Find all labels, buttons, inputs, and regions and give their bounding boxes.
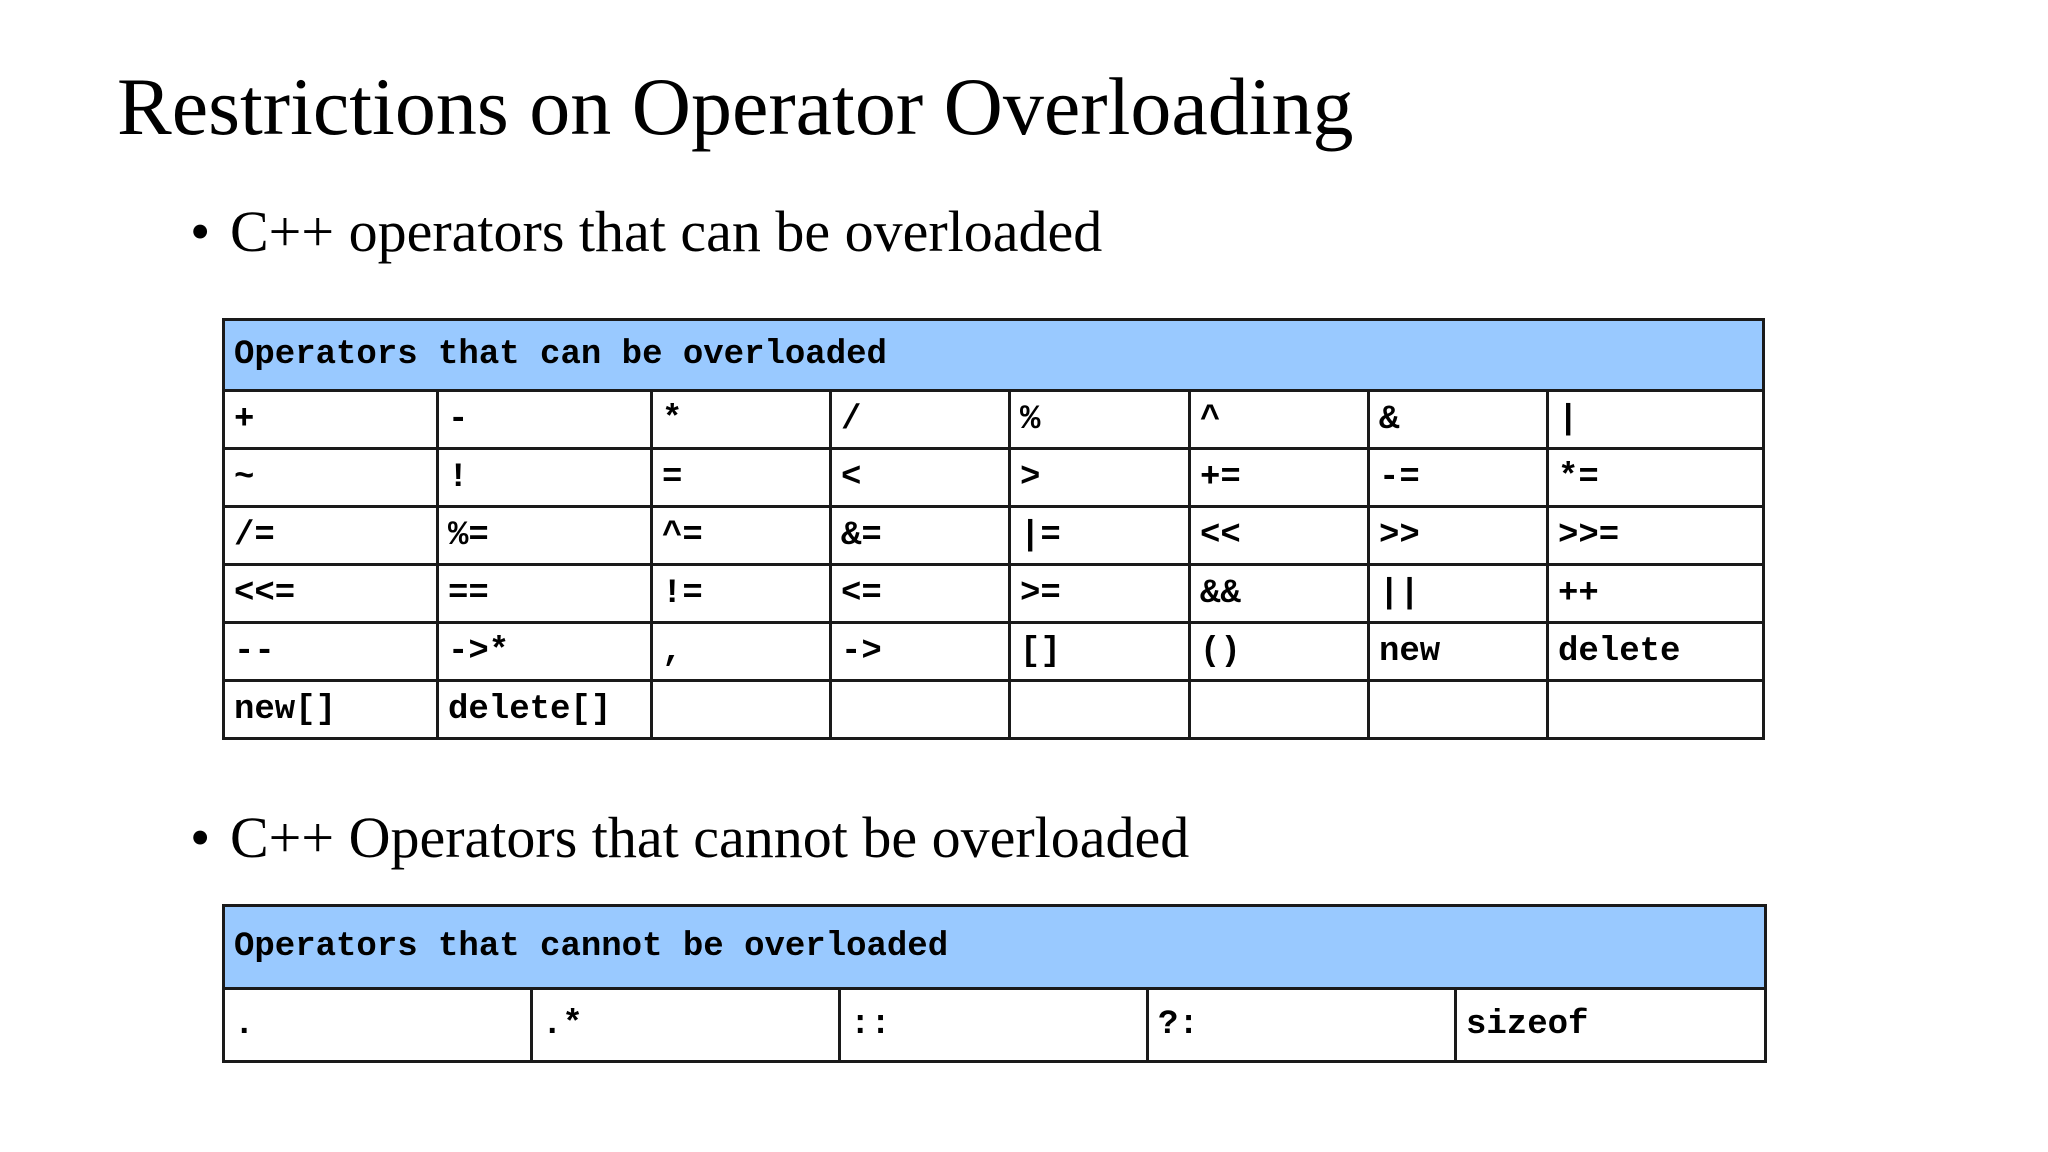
operator-cell — [1190, 681, 1369, 739]
operator-cell: <<= — [224, 565, 438, 623]
bullet-text: C++ Operators that cannot be overloaded — [230, 805, 1190, 870]
operator-cell: <= — [831, 565, 1010, 623]
operator-cell: = — [652, 449, 831, 507]
operator-cell: % — [1010, 391, 1190, 449]
table-row — [224, 391, 1764, 449]
bullet-text: C++ operators that can be overloaded — [230, 199, 1103, 264]
operator-cell: << — [1190, 507, 1369, 565]
bullet-dot: • — [190, 805, 211, 870]
table-header-row — [224, 906, 1766, 989]
table-row — [224, 989, 1766, 1062]
operator-cell: ?: — [1148, 989, 1456, 1062]
table-row — [224, 565, 1764, 623]
operator-cell: ^ — [1190, 391, 1369, 449]
bullet-can-overload — [190, 200, 1102, 264]
operator-cell: -- — [224, 623, 438, 681]
operator-cell: / — [831, 391, 1010, 449]
operator-cell: sizeof — [1456, 989, 1766, 1062]
table-row — [224, 449, 1764, 507]
operator-cell: >= — [1010, 565, 1190, 623]
non-overloadable-operators-table — [222, 904, 1767, 1063]
operator-cell: == — [438, 565, 652, 623]
operator-cell — [1010, 681, 1190, 739]
operator-cell: - — [438, 391, 652, 449]
operator-cell: != — [652, 565, 831, 623]
operator-cell: . — [224, 989, 532, 1062]
operator-cell: >> — [1369, 507, 1548, 565]
operator-cell: [] — [1010, 623, 1190, 681]
table-header: Operators that cannot be overloaded — [224, 906, 1766, 989]
operator-cell: & — [1369, 391, 1548, 449]
operator-cell: | — [1548, 391, 1764, 449]
operator-cell: , — [652, 623, 831, 681]
overloadable-operators-table — [222, 318, 1765, 740]
table-row — [224, 681, 1764, 739]
operator-cell: .* — [532, 989, 840, 1062]
operator-cell: -= — [1369, 449, 1548, 507]
operator-cell: ! — [438, 449, 652, 507]
operator-cell: && — [1190, 565, 1369, 623]
bullet-dot: • — [190, 199, 211, 264]
operator-cell: delete — [1548, 623, 1764, 681]
operator-cell: new[] — [224, 681, 438, 739]
operator-cell: () — [1190, 623, 1369, 681]
operator-cell: :: — [840, 989, 1148, 1062]
table-header-row — [224, 320, 1764, 391]
bullet-cannot-overload — [190, 806, 1189, 870]
operator-cell: /= — [224, 507, 438, 565]
operator-cell: *= — [1548, 449, 1764, 507]
slide-title: Restrictions on Operator Overloading — [117, 61, 1354, 152]
operator-cell: -> — [831, 623, 1010, 681]
operator-cell: ^= — [652, 507, 831, 565]
operator-cell: >>= — [1548, 507, 1764, 565]
operator-cell: || — [1369, 565, 1548, 623]
operator-cell — [652, 681, 831, 739]
table-row — [224, 623, 1764, 681]
operator-cell — [831, 681, 1010, 739]
table-header: Operators that can be overloaded — [224, 320, 1764, 391]
operator-cell — [1369, 681, 1548, 739]
operator-cell: delete[] — [438, 681, 652, 739]
operator-cell: * — [652, 391, 831, 449]
operator-cell: |= — [1010, 507, 1190, 565]
operator-cell: ++ — [1548, 565, 1764, 623]
operator-cell: + — [224, 391, 438, 449]
operator-cell: ~ — [224, 449, 438, 507]
operator-cell: ->* — [438, 623, 652, 681]
operator-cell: > — [1010, 449, 1190, 507]
operator-cell: &= — [831, 507, 1010, 565]
operator-cell: new — [1369, 623, 1548, 681]
table-row — [224, 507, 1764, 565]
operator-cell: < — [831, 449, 1010, 507]
operator-cell — [1548, 681, 1764, 739]
operator-cell: %= — [438, 507, 652, 565]
operator-cell: += — [1190, 449, 1369, 507]
